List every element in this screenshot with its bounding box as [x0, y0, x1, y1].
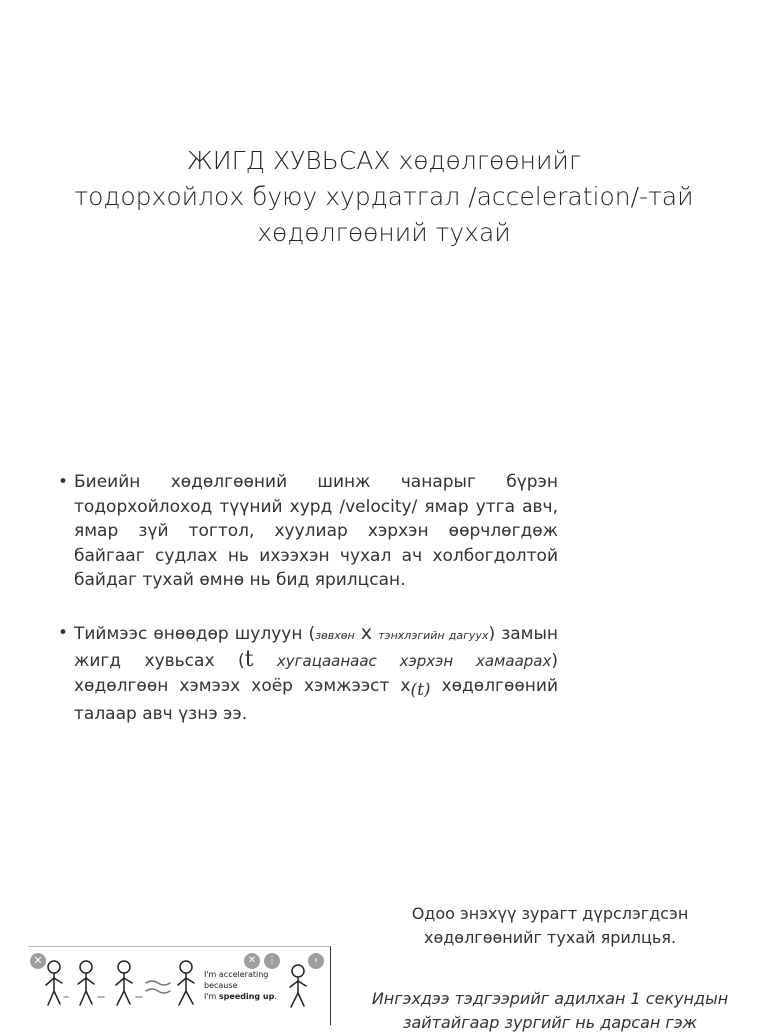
bullet-2-part-1: Тиймээс өнөөдөр шулуун (: [74, 623, 316, 644]
bullet-1: • Биеийн хөдөлгөөний шинж чанарыг бүрэн тодорхойлоход түүний хурд /velocity/ ямар утга авч, ямар зүй тогтол, хуулиар хэрхэн өөрчлөгдөж байгааг судлах нь ихээхэн чухал ач холбогдолтой байдаг тухай өмнө нь бид ярилцсан.: [58, 470, 558, 593]
title-line-3: хөдөлгөөний тухай: [257, 218, 511, 247]
stick-figure: [78, 961, 94, 1005]
next-arrow-icon[interactable]: ›: [308, 953, 324, 969]
bullet-2-part-3: ) хөдөлгөөн хэмээх хоёр хэмжээст x: [74, 651, 558, 696]
bullet-2-only-word: зөвхөн: [315, 628, 355, 642]
bullet-list: [58, 470, 558, 727]
bullet-2-x-symbol: x: [360, 621, 373, 644]
caption-discuss-line-1: Одоо энэхүү зурагт дүрслэгдсэн: [411, 904, 689, 923]
more-options-icon[interactable]: ⋮: [264, 953, 280, 969]
caption-interval-line-1: Ингэхдээ тэдгээрийг адилхан 1 секундын: [371, 989, 729, 1008]
stick-figure: [116, 961, 132, 1005]
bullet-2: [58, 621, 558, 727]
speech-bubble: [204, 969, 296, 1002]
bullet-2-part-2: ) замын жигд хувьсах (: [74, 623, 559, 671]
motion-animation[interactable]: [28, 946, 331, 1025]
caption-discuss: [370, 902, 730, 950]
close-icon[interactable]: ✕: [30, 953, 46, 969]
title-line-1: ЖИГД ХУВЬСАХ хөдөлгөөнийг: [186, 146, 582, 175]
caption-interval-line-2: зайтайгаар зургийг нь дарсан гэж: [402, 1013, 698, 1032]
page-title: [40, 143, 728, 251]
dismiss-icon[interactable]: ✕: [244, 953, 260, 969]
stick-figure: [178, 961, 194, 1005]
bullet-2-axis-note: тэнхлэгийн дагуух: [378, 628, 489, 642]
bubble-line-2: [204, 991, 296, 1002]
bullet-2-part-4: хөдөлгөөний талаар авч үзнэ ээ.: [74, 675, 558, 724]
bubble-line-1: I'm accelerating because: [204, 970, 269, 990]
caption-discuss-line-2: хөдөлгөөнийг тухай ярилцья.: [423, 928, 677, 947]
bullet-2-time-note: хугацаанаас хэрхэн хамаарах: [276, 652, 552, 670]
bubble-line-2-suffix: .: [274, 992, 277, 1001]
bullet-2-math-t: (t): [410, 679, 431, 700]
bubble-line-2-bold: speeding up: [218, 992, 275, 1001]
stick-figure: [46, 961, 62, 1005]
caption-interval: [355, 987, 745, 1035]
bullet-2-t-symbol: t: [244, 647, 254, 672]
title-line-2: тодорхойлох буюу хурдатгал /acceleration/-тай: [74, 182, 694, 211]
bubble-line-2-prefix: I'm: [204, 992, 219, 1001]
